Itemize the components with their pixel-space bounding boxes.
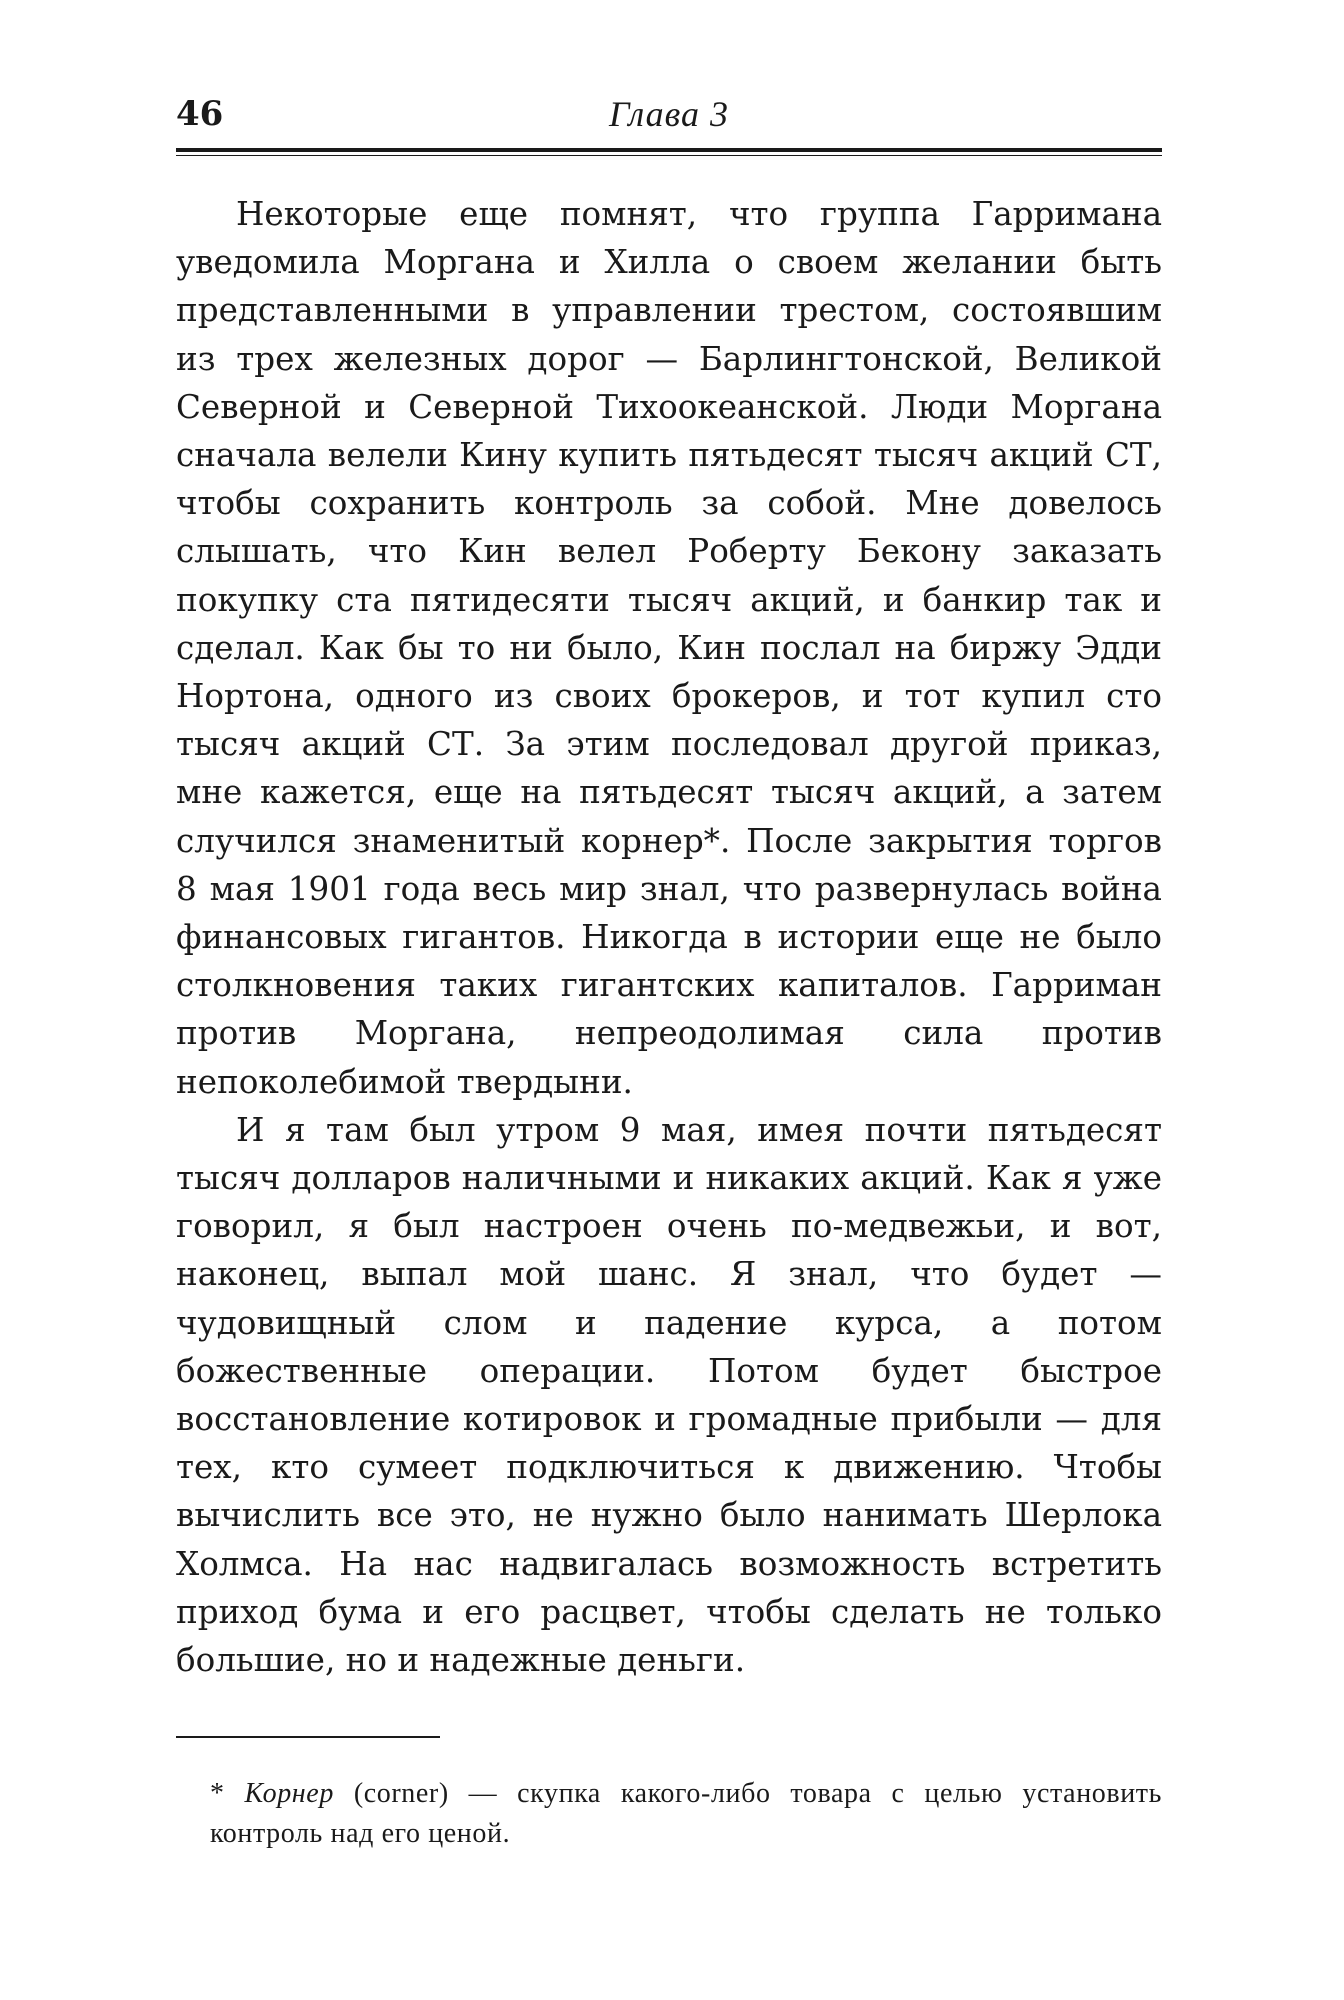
footnote-marker: * xyxy=(210,1778,245,1810)
footnote-divider xyxy=(176,1736,440,1738)
header-rule-thin xyxy=(176,155,1162,156)
footnote xyxy=(176,1774,1162,1854)
paragraph-1: Некоторые еще помнят, что группа Гарримана уведомила Моргана и Хилла о своем желании быть представленными в управлении трестом, состоявшим из трех железных дорог — Барлингтонской, Великой Северной и Северной Тихоокеанской. Люди Моргана сначала велели Кину купить пятьдесят тысяч акций СТ, чтобы сохранить контроль за собой. Мне довелось слышать, что Кин велел Роберту Бекону заказать покупку ста пятидесяти тысяч акций, и банкир так и сделал. Как бы то ни было, Кин послал на биржу Эдди Нортона, одного из своих брокеров, и тот купил сто тысяч акций СТ. За этим последовал другой приказ, мне кажется, еще на пятьдесят тысяч акций, а затем случился знаменитый корнер*. После закрытия торгов 8 мая 1901 года весь мир знал, что развернулась война финансовых гигантов. Никогда в истории еще не было столкновения таких гигантских капиталов. Гарриман против Моргана, непреодолимая сила против непоколебимой твердыни. xyxy=(176,195,1162,1101)
footnote-text: (corner) — скупка какого-либо товара с целью установить контроль над его ценой. xyxy=(210,1778,1162,1850)
chapter-title: Глава 3 xyxy=(608,94,730,134)
book-page xyxy=(176,92,1162,1854)
running-head xyxy=(176,92,1162,144)
body-text xyxy=(176,190,1162,1684)
page-number: 46 xyxy=(176,94,224,134)
paragraph-2: И я там был утром 9 мая, имея почти пятьдесят тысяч долларов наличными и никаких акций. Как я уже говорил, я был настроен очень по-медвежьи, и вот, наконец, выпал мой шанс. Я знал, что будет — чудовищный слом и падение курса, а потом божественные операции. Потом будет быстрое восстановление котировок и громадные прибыли — для тех, кто сумеет подключиться к движению. Чтобы вычислить все это, не нужно было нанимать Шерлока Холмса. На нас надвигалась возможность встретить приход бума и его расцвет, чтобы сделать не только большие, но и надежные деньги. xyxy=(176,1110,1162,1680)
header-rule-thick xyxy=(176,148,1162,152)
footnote-term: Корнер xyxy=(244,1778,334,1810)
